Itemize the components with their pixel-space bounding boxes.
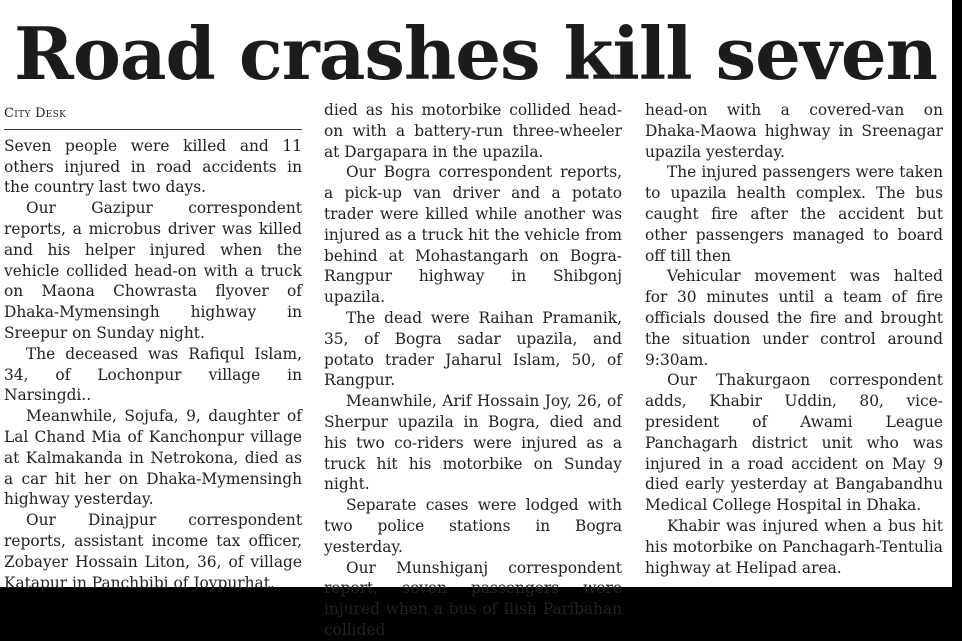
article-column-1 xyxy=(4,100,302,593)
article-column-2 xyxy=(324,100,622,641)
paragraph: Our Munshiganj correspondent report, seven passengers were injured when a bus of Ilish Paribahan collided xyxy=(324,558,622,639)
paragraph: head-on with a covered-van on Dhaka-Maowa highway in Sreenagar upazila yesterday. xyxy=(645,101,943,161)
scan-border xyxy=(952,0,962,587)
paragraph: The dead were Raihan Pramanik, 35, of Bogra sadar upazila, and potato trader Jaharul Islam, 50, of Rangpur. xyxy=(324,308,622,390)
paragraph: Our Thakurgaon correspondent adds, Khabir Uddin, 80, vice-president of Awami League Panchagarh district unit who was injured in a road accident on May 9 died early yesterday at Bangabandhu Medical College Hospital in Dhaka. xyxy=(645,371,943,515)
paragraph: Vehicular movement was halted for 30 minutes until a team of fire officials doused the fire and brought the situation under control around 9:30am. xyxy=(645,267,943,369)
byline-rule xyxy=(4,129,302,130)
paragraph: died as his motorbike collided head-on with a battery-run three-wheeler at Dargapara in the upazila. xyxy=(324,101,622,161)
paragraph: Meanwhile, Sojufa, 9, daughter of Lal Chand Mia of Kanchonpur village at Kalmakanda in Netrokona, died as a car hit her on Dhaka-Mymensingh highway yesterday. xyxy=(4,407,302,509)
paragraph: Meanwhile, Arif Hossain Joy, 26, of Sherpur upazila in Bogra, died and his two co-riders were injured as a truck hit his motorbike on Sunday night. xyxy=(324,392,622,494)
article-column-3 xyxy=(645,100,943,578)
paragraph: The injured passengers were taken to upazila health complex. The bus caught fire after the accident but other passengers managed to board off till then xyxy=(645,163,943,265)
paragraph: Our Dinajpur correspondent reports, assistant income tax officer, Zobayer Hossain Liton, 36, of village Katapur in Panchbibi of Joypurhat, xyxy=(4,511,302,592)
paragraph: Separate cases were lodged with two police stations in Bogra yesterday. xyxy=(324,496,622,556)
paragraph: Our Gazipur correspondent reports, a microbus driver was killed and his helper injured when the vehicle collided head-on with a truck on Maona Chowrasta flyover of Dhaka-Mymensingh highway in Sreepur on Sunday night. xyxy=(4,199,302,342)
headline: Road crashes kill seven xyxy=(14,11,937,96)
paragraph: Khabir was injured when a bus hit his motorbike on Panchagarh-Tentulia highway at Helipad area. xyxy=(645,516,943,577)
paragraph: Seven people were killed and 11 others injured in road accidents in the country last two days. xyxy=(4,136,302,197)
paragraph: Our Bogra correspondent reports, a pick-up van driver and a potato trader were killed while another was injured as a truck hit the vehicle from behind at Mohastangarh on Bogra-Rangpur highway in Shibgonj upazila. xyxy=(324,163,622,307)
paragraph: The deceased was Rafiqul Islam, 34, of Lochonpur village in Narsingdi.. xyxy=(4,344,302,405)
byline: City Desk xyxy=(4,106,67,121)
